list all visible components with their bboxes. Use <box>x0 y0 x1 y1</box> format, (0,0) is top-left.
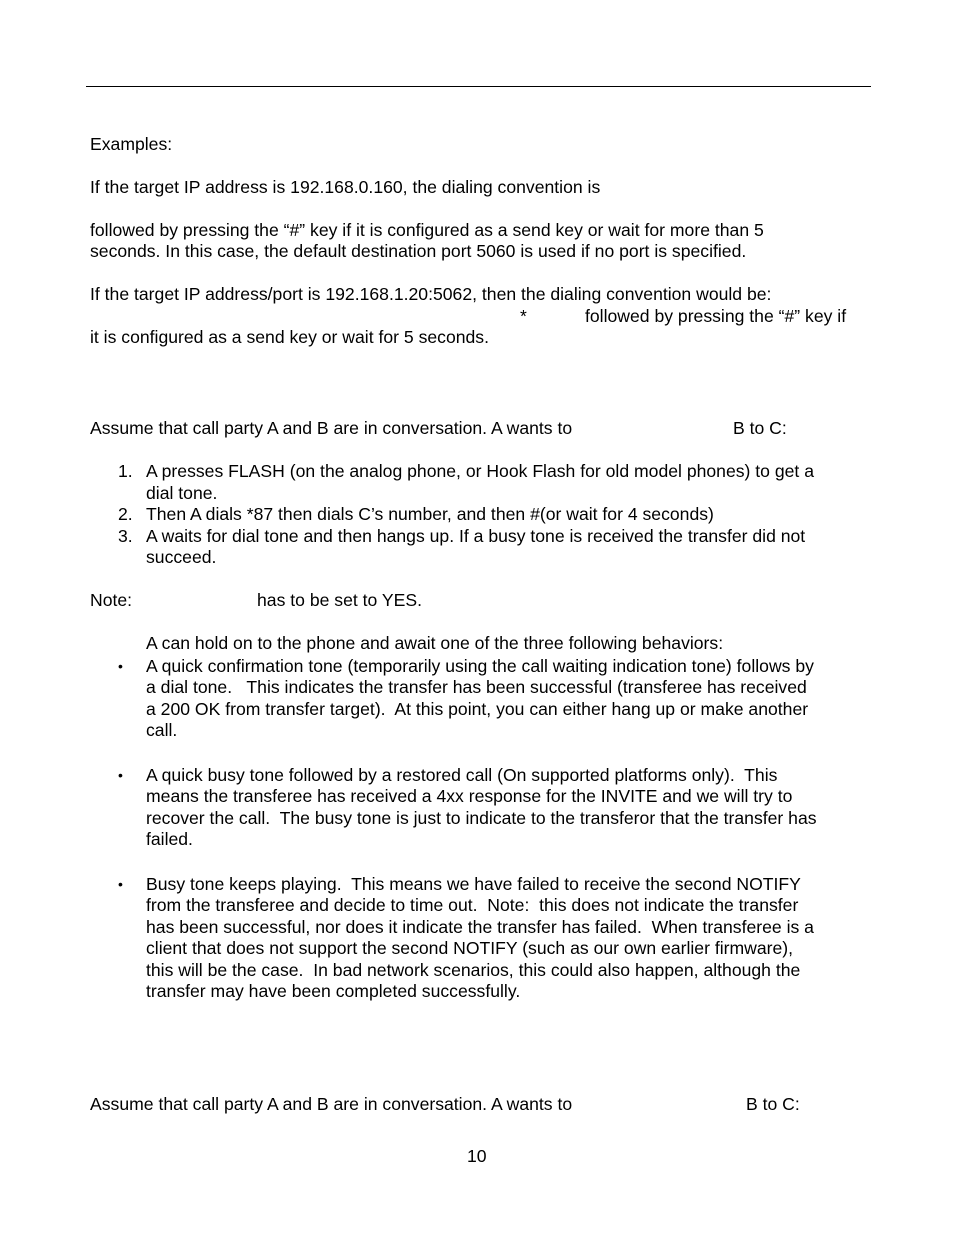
bullet-1-line2: a dial tone. This indicates the transfer has been successful (transferee has received <box>146 677 807 697</box>
bullet-2-line3: recover the call. The busy tone is just to indicate to the transferor that the transfer has <box>146 808 817 828</box>
note-text: has to be set to YES. <box>257 590 422 610</box>
step-1-line2: dial tone. <box>146 483 218 503</box>
bullet-3-line6: transfer may have been completed successfully. <box>146 981 521 1001</box>
step-3-line2: succeed. <box>146 547 217 567</box>
bullet-3-line4: client that does not support the second NOTIFY (such as our own earlier firmware), <box>146 938 794 958</box>
header-rule <box>86 86 871 87</box>
example1-line1: If the target IP address is 192.168.0.160, the dialing convention is <box>90 177 601 197</box>
example2-line1: If the target IP address/port is 192.168.1.20:5062, then the dialing convention would be: <box>90 284 772 304</box>
example2-line2-tail: followed by pressing the “#” key if <box>585 306 847 326</box>
transfer1-intro-tail: B to C: <box>733 418 787 438</box>
bullet-2-line2: means the transferee has received a 4xx response for the INVITE and we will try to <box>146 786 793 806</box>
step-3-line1: A waits for dial tone and then hangs up. If a busy tone is received the transfer did not <box>146 526 806 546</box>
example2-line3: it is configured as a send key or wait for 5 seconds. <box>90 327 489 347</box>
transfer2-intro-tail: B to C: <box>746 1094 800 1114</box>
bullet-dot: • <box>118 767 123 783</box>
bullet-1-line3: a 200 OK from transfer target). At this point, you can either hang up or make another <box>146 699 809 719</box>
examples-label: Examples: <box>90 134 173 154</box>
bullet-3-line5: this will be the case. In bad network scenarios, this could also happen, although the <box>146 960 801 980</box>
bullet-3-line2: from the transferee and decide to time out. Note: this does not indicate the transfer <box>146 895 799 915</box>
example1-line3: seconds. In this case, the default destination port 5060 is used if no port is specified. <box>90 241 747 261</box>
transfer2-intro: Assume that call party A and B are in conversation. A wants to <box>90 1094 573 1114</box>
bullet-dot: • <box>118 876 123 892</box>
example1-line2: followed by pressing the “#” key if it is configured as a send key or wait for more than 5 <box>90 220 764 240</box>
hold-line: A can hold on to the phone and await one of the three following behaviors: <box>146 633 724 653</box>
bullet-2-line4: failed. <box>146 829 193 849</box>
note-label: Note: <box>90 590 133 610</box>
transfer1-intro: Assume that call party A and B are in conversation. A wants to <box>90 418 573 438</box>
step-number: 3. <box>118 526 133 546</box>
example2-star: * <box>520 306 527 326</box>
bullet-1-line4: call. <box>146 720 178 740</box>
step-2-line1: Then A dials *87 then dials C’s number, and then #(or wait for 4 seconds) <box>146 504 714 524</box>
bullet-dot: • <box>118 658 123 674</box>
bullet-2-line1: A quick busy tone followed by a restored call (On supported platforms only). This <box>146 765 778 785</box>
page-number: 10 <box>467 1146 487 1166</box>
bullet-1-line1: A quick confirmation tone (temporarily using the call waiting indication tone) follows by <box>146 656 814 676</box>
step-1-line1: A presses FLASH (on the analog phone, or Hook Flash for old model phones) to get a <box>146 461 814 481</box>
step-number: 2. <box>118 504 133 524</box>
bullet-3-line3: has been successful, nor does it indicate the transfer has failed. When transferee is a <box>146 917 814 937</box>
bullet-3-line1: Busy tone keeps playing. This means we have failed to receive the second NOTIFY <box>146 874 801 894</box>
step-number: 1. <box>118 461 133 481</box>
